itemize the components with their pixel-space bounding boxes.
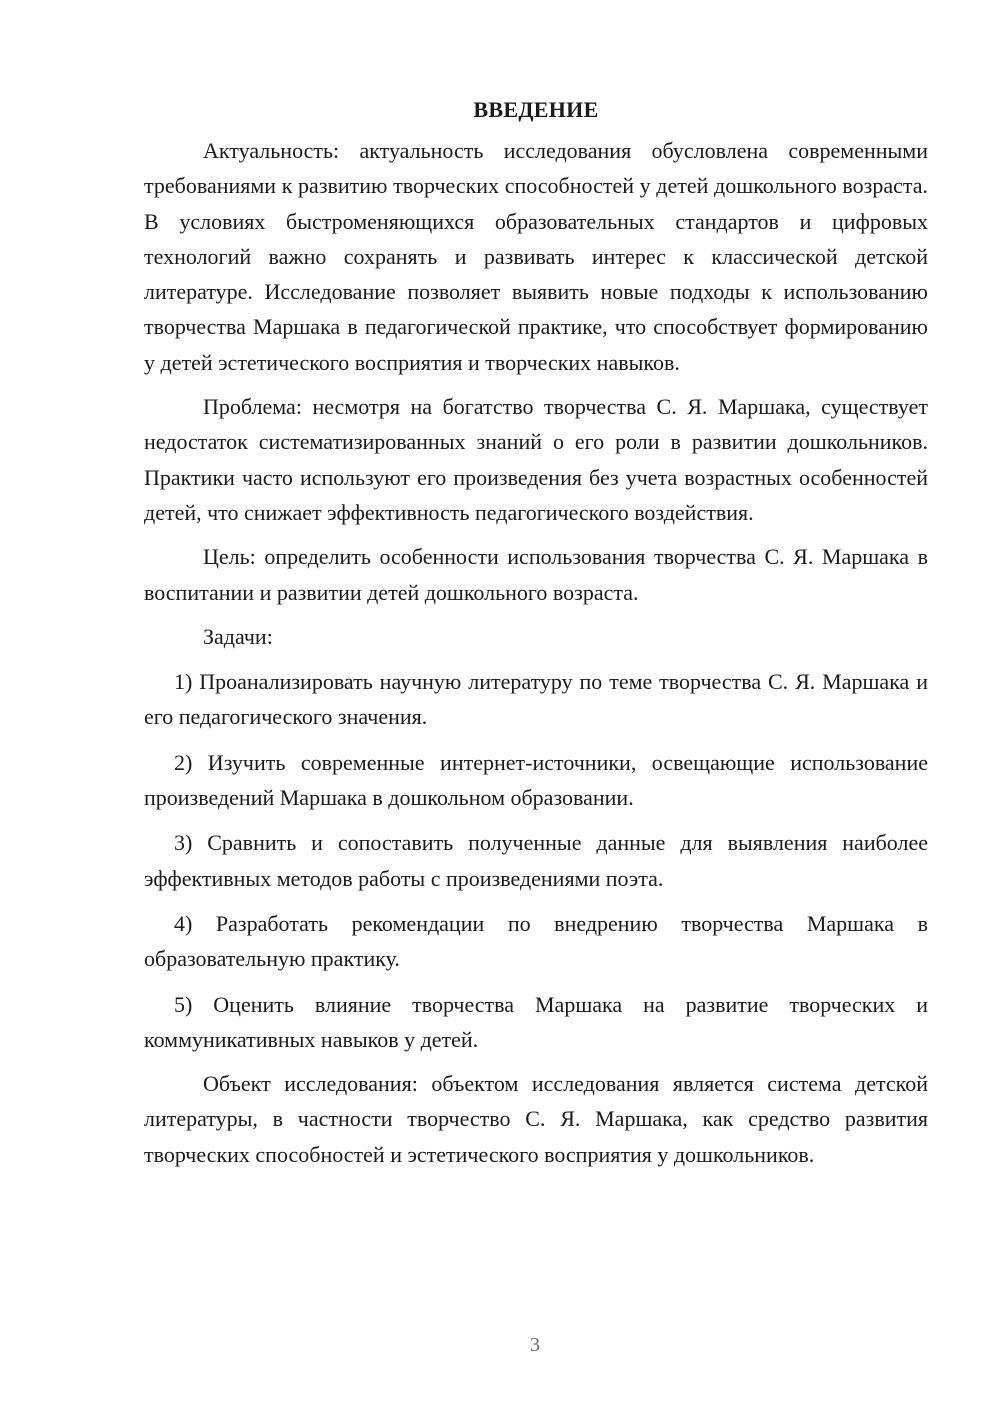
tasks-list xyxy=(144,664,928,1057)
task-item: 5) Оценить влияние творчества Маршака на развитие творческих и коммуникативных навыков у детей. xyxy=(144,991,928,1052)
problem-paragraph: Проблема: несмотря на богатство творчества С. Я. Маршака, существует недостаток систематизированных знаний о его роли в развитии дошкольников. Практики часто используют его произведения без учета возрастных особенностей детей, что снижает эффективность педагогического воздействия. xyxy=(144,394,928,525)
task-item: 1) Проанализировать научную литературу по теме творчества С. Я. Маршака и его педагогического значения. xyxy=(144,669,928,730)
task-item: 4) Разработать рекомендации по внедрению творчества Маршака в образовательную практику. xyxy=(144,910,928,972)
document-page xyxy=(144,92,928,1172)
page-number: 3 xyxy=(530,1334,540,1356)
goal-paragraph: Цель: определить особенности использования творчества С. Я. Маршака в воспитании и развитии детей дошкольного возраста. xyxy=(144,544,928,605)
section-title: ВВЕДЕНИЕ xyxy=(473,97,599,122)
object-paragraph: Объект исследования: объектом исследования является система детской литературы, в частности творчество С. Я. Маршака, как средство развития творческих способностей и эстетического восприятия у дошкольников. xyxy=(144,1071,928,1167)
relevance-paragraph: Актуальность: актуальность исследования обусловлена современными требованиями к развитию творческих способностей у детей дошкольного возраста. В условиях быстроменяющихся образовательных стандартов и цифровых технологий важно сохранять и развивать интерес к классической детской литературе. Исследование позволяет выявить новые подходы к использованию творчества Маршака в педагогической практике, что способствует формированию у детей эстетического восприятия и творческих навыков. xyxy=(144,138,928,375)
tasks-heading: Задачи: xyxy=(203,623,273,649)
task-item: 3) Сравнить и сопоставить полученные данные для выявления наиболее эффективных методов работы с произведениями поэта. xyxy=(144,830,928,891)
task-item: 2) Изучить современные интернет-источники, освещающие использование произведений Маршака в дошкольном образовании. xyxy=(144,749,928,811)
